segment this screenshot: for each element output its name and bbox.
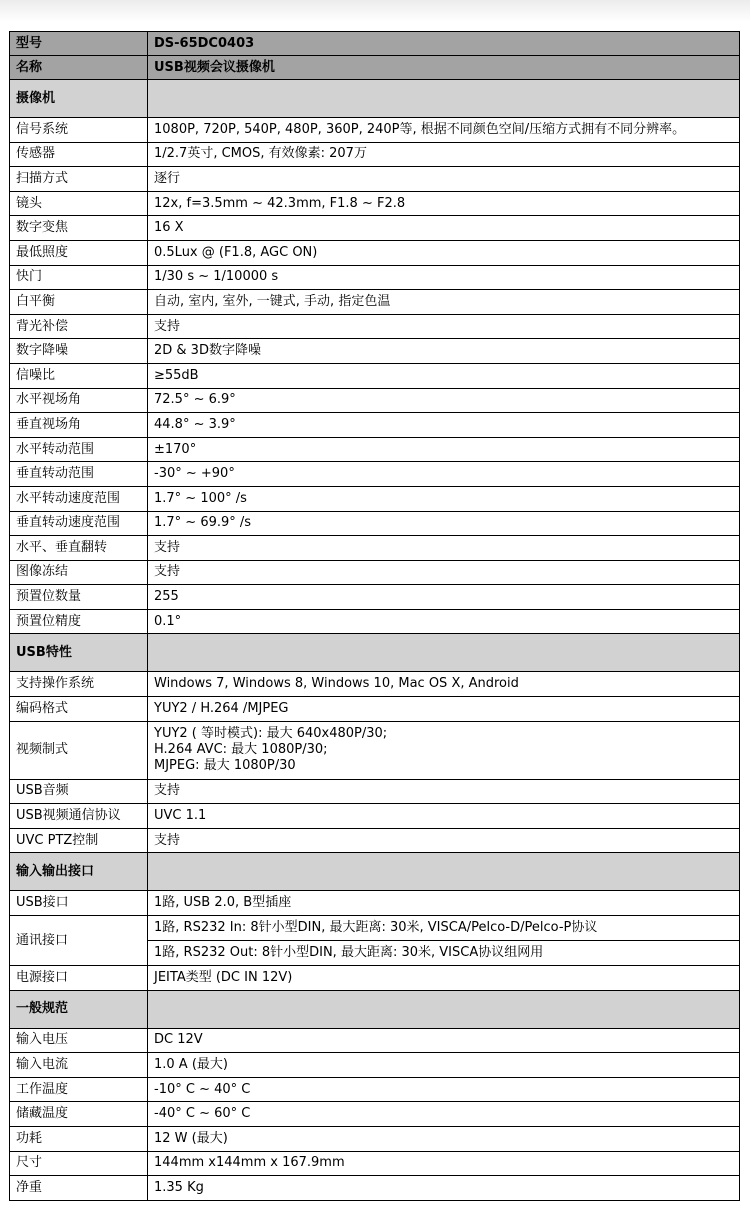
spec-label: 水平、垂直翻转 [10,536,148,561]
spec-label: 净重 [10,1176,148,1201]
spec-row [10,804,740,829]
section-title: 摄像机 [10,80,148,118]
spec-label: 垂直视场角 [10,413,148,438]
spec-label: 编码格式 [10,697,148,722]
spec-label: 视频制式 [10,721,148,779]
spec-row [10,560,740,585]
spec-value: 1080P, 720P, 540P, 480P, 360P, 240P等, 根据不同颜色空间/压缩方式拥有不同分辨率。 [148,118,740,143]
spec-row [10,609,740,634]
spec-label: 最低照度 [10,240,148,265]
spec-row [10,462,740,487]
spec-label: 信号系统 [10,118,148,143]
spec-value: 支持 [148,828,740,853]
spec-row [10,339,740,364]
spec-row [10,363,740,388]
spec-value: 72.5° ~ 6.9° [148,388,740,413]
spec-label: 水平视场角 [10,388,148,413]
spec-row [10,585,740,610]
spec-label: USB接口 [10,891,148,916]
spec-table-body [10,32,740,1201]
spec-row [10,437,740,462]
section-title: 输入输出接口 [10,853,148,891]
spec-row [10,118,740,143]
spec-label: 功耗 [10,1127,148,1152]
spec-label: 支持操作系统 [10,672,148,697]
spec-value: 自动, 室内, 室外, 一键式, 手动, 指定色温 [148,290,740,315]
spec-value: Windows 7, Windows 8, Windows 10, Mac OS X, Android [148,672,740,697]
section-title: 一般规范 [10,990,148,1028]
spec-row [10,240,740,265]
header-row [10,32,740,56]
section-spacer [148,853,740,891]
spec-label: 快门 [10,265,148,290]
section-header-row [10,853,740,891]
spec-row [10,697,740,722]
spec-value: 16 X [148,216,740,241]
spec-value: 支持 [148,314,740,339]
spec-value: 1路, RS232 Out: 8针小型DIN, 最大距离: 30米, VISCA协议组网用 [148,941,740,966]
spec-label: 数字降噪 [10,339,148,364]
spec-label: 数字变焦 [10,216,148,241]
spec-row [10,966,740,991]
spec-value: -40° C ~ 60° C [148,1102,740,1127]
spec-value: ±170° [148,437,740,462]
spec-value: 2D & 3D数字降噪 [148,339,740,364]
spec-row [10,486,740,511]
spec-label: 白平衡 [10,290,148,315]
spec-value: 1路, USB 2.0, B型插座 [148,891,740,916]
section-header-row [10,80,740,118]
spec-row [10,1077,740,1102]
spec-row [10,828,740,853]
section-header-row [10,990,740,1028]
spec-row [10,916,740,941]
header-value: USB视频会议摄像机 [148,56,740,80]
spec-label: 垂直转动范围 [10,462,148,487]
spec-value: 1/30 s ~ 1/10000 s [148,265,740,290]
spec-row [10,1053,740,1078]
spec-label: 背光补偿 [10,314,148,339]
spec-label: 垂直转动速度范围 [10,511,148,536]
spec-row [10,721,740,779]
spec-value: 支持 [148,560,740,585]
spec-row [10,891,740,916]
spec-row [10,511,740,536]
header-label: 型号 [10,32,148,56]
spec-label: 输入电流 [10,1053,148,1078]
spec-value: 支持 [148,536,740,561]
spec-label: USB视频通信协议 [10,804,148,829]
spec-label: 输入电压 [10,1028,148,1053]
spec-row [10,779,740,804]
spec-label: 电源接口 [10,966,148,991]
spec-label: 尺寸 [10,1151,148,1176]
spec-value: JEITA类型 (DC IN 12V) [148,966,740,991]
spec-label: 预置位精度 [10,609,148,634]
spec-label: 水平转动速度范围 [10,486,148,511]
spec-label: UVC PTZ控制 [10,828,148,853]
spec-value: 逐行 [148,167,740,192]
spec-row [10,536,740,561]
spec-table [9,31,740,1201]
section-spacer [148,990,740,1028]
spec-value: 1.7° ~ 100° /s [148,486,740,511]
spec-row [10,1028,740,1053]
spec-row [10,314,740,339]
spec-row [10,1127,740,1152]
spec-row [10,142,740,167]
spec-label: 通讯接口 [10,916,148,966]
spec-label: 镜头 [10,191,148,216]
header-value: DS-65DC0403 [148,32,740,56]
spec-value: 0.5Lux @ (F1.8, AGC ON) [148,240,740,265]
spec-value: 12x, f=3.5mm ~ 42.3mm, F1.8 ~ F2.8 [148,191,740,216]
spec-label: 图像冻结 [10,560,148,585]
spec-row [10,216,740,241]
spec-value: 1.35 Kg [148,1176,740,1201]
section-title: USB特性 [10,634,148,672]
spec-row [10,290,740,315]
spec-label: 工作温度 [10,1077,148,1102]
section-header-row [10,634,740,672]
spec-row [10,413,740,438]
spec-label: 扫描方式 [10,167,148,192]
spec-row [10,167,740,192]
spec-label: 预置位数量 [10,585,148,610]
spec-label: 水平转动范围 [10,437,148,462]
spec-value: 1.0 A (最大) [148,1053,740,1078]
header-label: 名称 [10,56,148,80]
spec-value: 255 [148,585,740,610]
spec-value: 144mm x144mm x 167.9mm [148,1151,740,1176]
spec-value: 0.1° [148,609,740,634]
spec-label: 储藏温度 [10,1102,148,1127]
spec-value: 1/2.7英寸, CMOS, 有效像素: 207万 [148,142,740,167]
spec-row [10,1151,740,1176]
spec-value: 12 W (最大) [148,1127,740,1152]
spec-value: 44.8° ~ 3.9° [148,413,740,438]
spec-value: 1路, RS232 In: 8针小型DIN, 最大距离: 30米, VISCA/Pelco-D/Pelco-P协议 [148,916,740,941]
spec-value: YUY2 / H.264 /MJPEG [148,697,740,722]
spec-value: 1.7° ~ 69.9° /s [148,511,740,536]
spec-label: 信噪比 [10,363,148,388]
spec-row [10,672,740,697]
spec-value: 支持 [148,779,740,804]
spec-value: DC 12V [148,1028,740,1053]
spec-value: UVC 1.1 [148,804,740,829]
spec-value: -10° C ~ 40° C [148,1077,740,1102]
spec-label: 传感器 [10,142,148,167]
spec-value: -30° ~ +90° [148,462,740,487]
spec-row [10,1102,740,1127]
spec-row [10,265,740,290]
section-spacer [148,634,740,672]
spec-value: ≥55dB [148,363,740,388]
spec-row [10,388,740,413]
spec-row [10,191,740,216]
spec-row [10,1176,740,1201]
header-row [10,56,740,80]
spec-value: YUY2 ( 等时模式): 最大 640x480P/30; H.264 AVC: 最大 1080P/30; MJPEG: 最大 1080P/30 [148,721,740,779]
spec-label: USB音频 [10,779,148,804]
section-spacer [148,80,740,118]
